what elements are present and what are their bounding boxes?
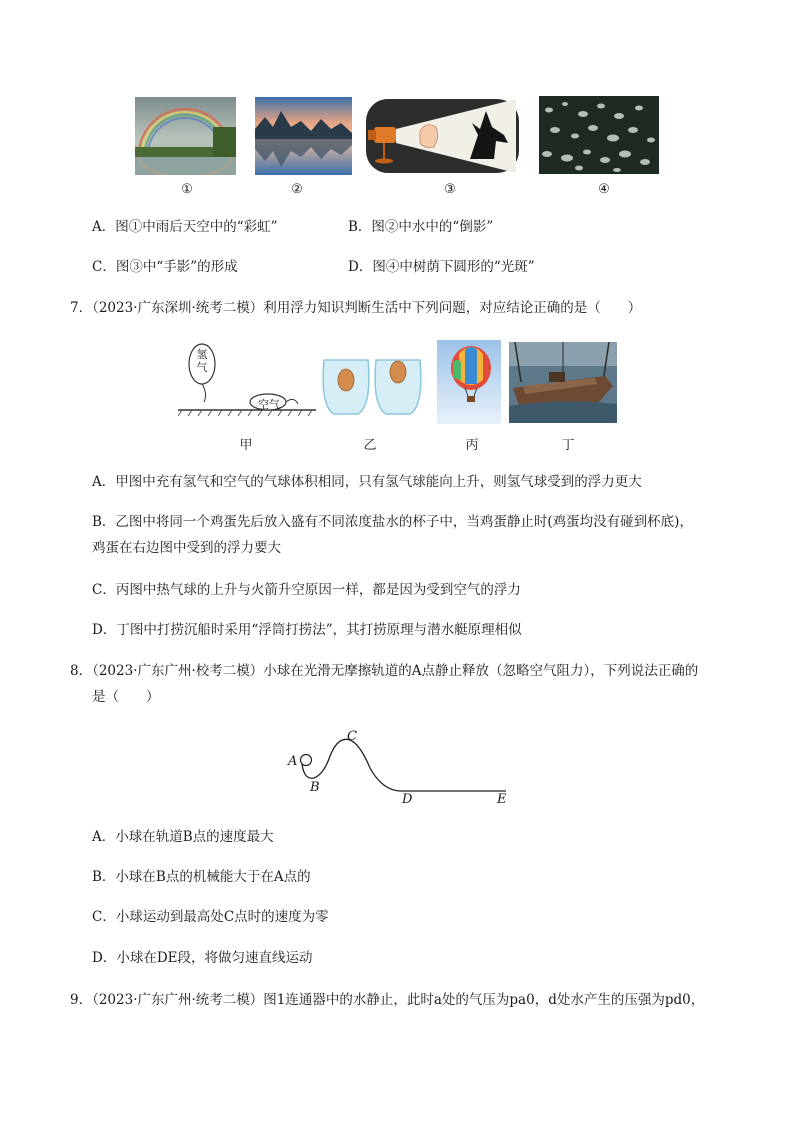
point-b-label: B (310, 780, 320, 795)
hand-shadow-illustration (366, 99, 519, 173)
q7-stem: 7．（2023·广东深圳·统考二模）利用浮力知识判断生活中下列问题，对应结论正确的是（ ） (70, 300, 642, 316)
sunken-ship-salvage-photo (509, 342, 617, 423)
hydrogen-balloon-label: 氢 气 (196, 348, 208, 374)
figure-label-3: ③ (444, 182, 456, 197)
egg-cups-figure (320, 356, 424, 418)
figure-label-ding: 丁 (561, 438, 575, 453)
q6-option-d[interactable]: D．图④中树荫下圆形的“光斑” (348, 259, 535, 275)
air-balloon-label: 空气 (258, 398, 280, 411)
point-d-label: D (402, 792, 413, 807)
figure-label-bing: 丙 (465, 438, 479, 453)
q8-stem-line2: 是（ ） (92, 689, 160, 705)
figure-label-1: ① (181, 182, 193, 197)
q8-option-a[interactable]: A．小球在轨道B点的速度最大 (92, 829, 274, 845)
figure-label-2: ② (291, 182, 303, 197)
rainbow-photo (135, 97, 236, 175)
point-a-label: A (288, 754, 298, 769)
q8-option-b[interactable]: B．小球在B点的机械能大于在A点的 (92, 869, 311, 885)
q7-option-b-line1[interactable]: B．乙图中将同一个鸡蛋先后放入盛有不同浓度盐水的杯子中，当鸡蛋静止时(鸡蛋均没有碰到杯底)， (92, 514, 693, 530)
reflection-photo (255, 97, 352, 175)
q8-option-c[interactable]: C．小球运动到最高处C点时的速度为零 (92, 909, 329, 925)
q8-option-d[interactable]: D．小球在DE段，将做匀速直线运动 (92, 950, 313, 966)
q7-option-a[interactable]: A．甲图中充有氢气和空气的气球体积相同，只有氢气球能向上升，则氢气球受到的浮力更大 (92, 474, 642, 490)
figure-label-4: ④ (598, 182, 610, 197)
q6-option-b[interactable]: B．图②中水中的“倒影” (348, 219, 494, 235)
q6-option-c[interactable]: C．图③中“手影”的形成 (92, 259, 238, 275)
tree-shade-light-spots-photo (539, 96, 659, 174)
point-c-label: C (347, 729, 357, 744)
q8-stem-line1: 8．（2023·广东广州·校考二模）小球在光滑无摩擦轨道的A点静止释放（忽略空气阻力），下列说法正确的 (70, 663, 699, 679)
q6-option-a[interactable]: A．图①中雨后天空中的“彩虹” (92, 219, 278, 235)
q9-stem: 9．（2023·广东广州·统考二模）图1连通器中的水静止，此时a处的气压为pa0，d处水产生的压强为pd0， (70, 992, 705, 1008)
point-e-label: E (497, 792, 507, 807)
figure-label-jia: 甲 (239, 438, 253, 453)
hot-air-balloon-photo (437, 340, 501, 424)
track-diagram (280, 722, 520, 812)
q7-option-d[interactable]: D．丁图中打捞沉船时采用“浮筒打捞法”，其打捞原理与潜水艇原理相似 (92, 622, 522, 638)
q7-option-c[interactable]: C．丙图中热气球的上升与火箭升空原因一样，都是因为受到空气的浮力 (92, 582, 521, 598)
figure-label-yi: 乙 (363, 438, 377, 453)
q7-option-b-line2[interactable]: 鸡蛋在右边图中受到的浮力要大 (92, 540, 281, 556)
